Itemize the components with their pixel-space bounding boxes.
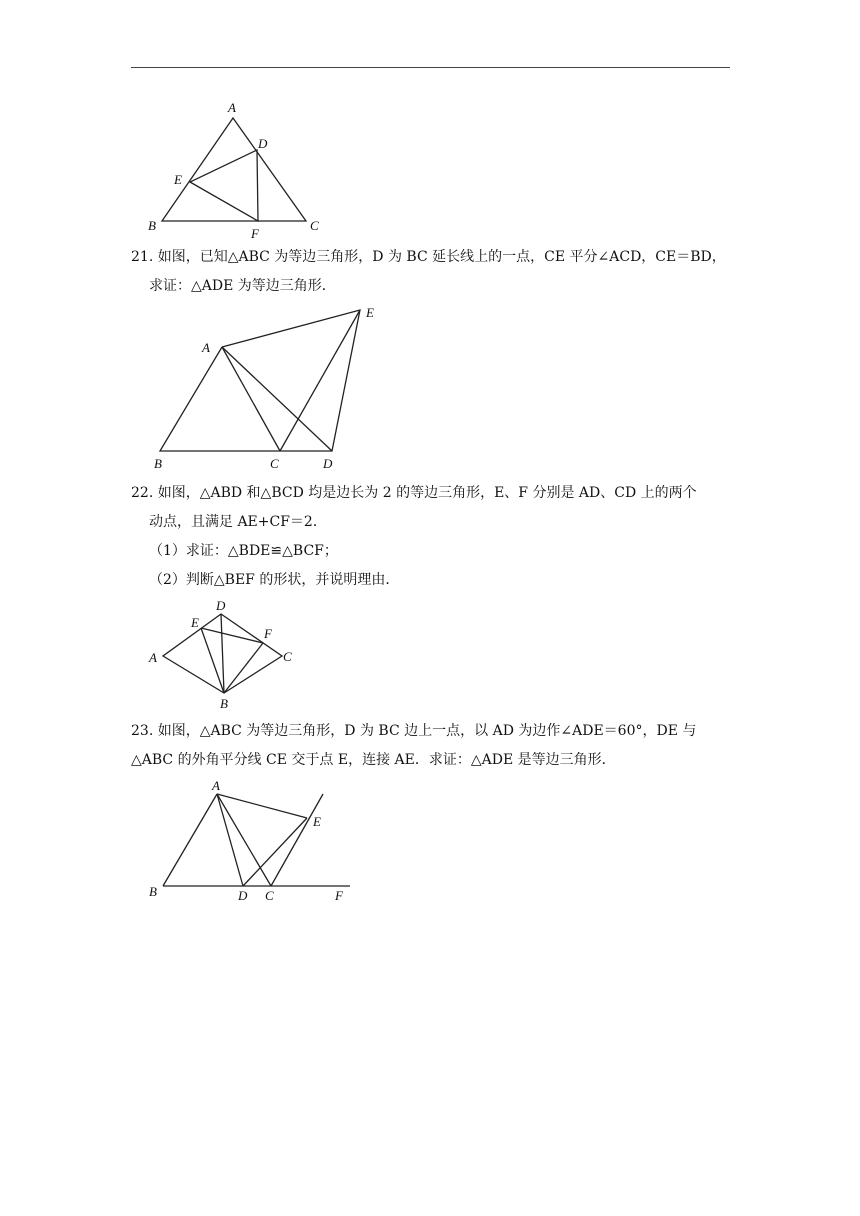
problem-21-text-1: 如图，已知△ABC 为等边三角形，D 为 BC 延长线上的一点，CE 平分∠ACD，CE＝BD，	[157, 249, 726, 265]
label-e: E	[313, 814, 321, 829]
problem-23-line-2	[131, 750, 616, 770]
segment-ce	[280, 310, 360, 451]
label-c: C	[265, 888, 274, 903]
label-b: B	[148, 218, 156, 233]
problem-23-text-2: △ABC 的外角平分线 CE 交于点 E，连接 AE．求证：△ADE 是等边三角形．	[131, 752, 616, 768]
segment-ab	[163, 794, 217, 886]
problem-22-text-2: 动点，且满足 AE+CF＝2．	[149, 514, 327, 530]
label-a: A	[212, 778, 220, 793]
problem-22-part-2-text: （2）判断△BEF 的形状，并说明理由．	[149, 572, 400, 588]
figure-problem-23	[145, 776, 360, 906]
outline-abde	[160, 310, 360, 451]
label-f: F	[335, 888, 343, 903]
triangle-abc	[162, 118, 306, 221]
problem-22-number: 22.	[131, 485, 154, 501]
label-e: E	[366, 305, 374, 320]
label-c: C	[310, 218, 319, 233]
segment-ae	[217, 794, 307, 818]
problem-22-line-2	[149, 512, 327, 532]
label-d: D	[216, 598, 226, 613]
problem-21-text-2: 求证：△ADE 为等边三角形．	[149, 278, 336, 294]
label-b: B	[220, 696, 228, 711]
triangle-def	[190, 150, 258, 221]
problem-21-line-2	[149, 276, 336, 296]
problem-22-text-1: 如图，△ABD 和△BCD 均是边长为 2 的等边三角形，E、F 分别是 AD、CD 上的两个	[157, 485, 697, 501]
segment-de	[243, 818, 307, 886]
header-rule	[131, 67, 730, 68]
label-f: F	[264, 626, 272, 641]
problem-21-line-1	[131, 247, 726, 267]
label-e: E	[174, 172, 182, 187]
label-b: B	[154, 456, 162, 471]
label-a: A	[149, 650, 157, 665]
segment-ef	[201, 628, 263, 643]
problem-22-part-2	[149, 570, 399, 590]
segment-bf	[224, 643, 263, 693]
ray-ce	[271, 794, 323, 886]
problem-22-line-1	[131, 483, 697, 503]
problem-23-line-1	[131, 721, 696, 741]
segment-ac	[222, 347, 280, 451]
label-e: E	[191, 615, 199, 630]
segment-bd	[221, 614, 224, 693]
problem-23-text-1: 如图，△ABC 为等边三角形，D 为 BC 边上一点，以 AD 为边作∠ADE＝60°，DE 与	[157, 723, 697, 739]
label-a: A	[202, 340, 210, 355]
figure-problem-21	[150, 305, 390, 475]
label-c: C	[270, 456, 279, 471]
problem-22-part-1	[149, 541, 338, 561]
label-a: A	[228, 100, 236, 115]
segment-ad	[222, 347, 332, 451]
label-d: D	[323, 456, 333, 471]
problem-21-number: 21.	[131, 249, 154, 265]
problem-23-number: 23.	[131, 723, 154, 739]
label-d: D	[238, 888, 248, 903]
problem-22-part-1-text: （1）求证：△BDE≌△BCF；	[149, 543, 338, 559]
label-b: B	[149, 884, 157, 899]
segment-ac	[217, 794, 271, 886]
figure-triangle-def	[140, 98, 340, 241]
segment-be	[201, 628, 224, 693]
figure-problem-22	[145, 597, 305, 712]
label-d: D	[258, 136, 268, 151]
segment-ad	[217, 794, 243, 886]
label-f: F	[251, 226, 259, 241]
label-c: C	[283, 649, 292, 664]
